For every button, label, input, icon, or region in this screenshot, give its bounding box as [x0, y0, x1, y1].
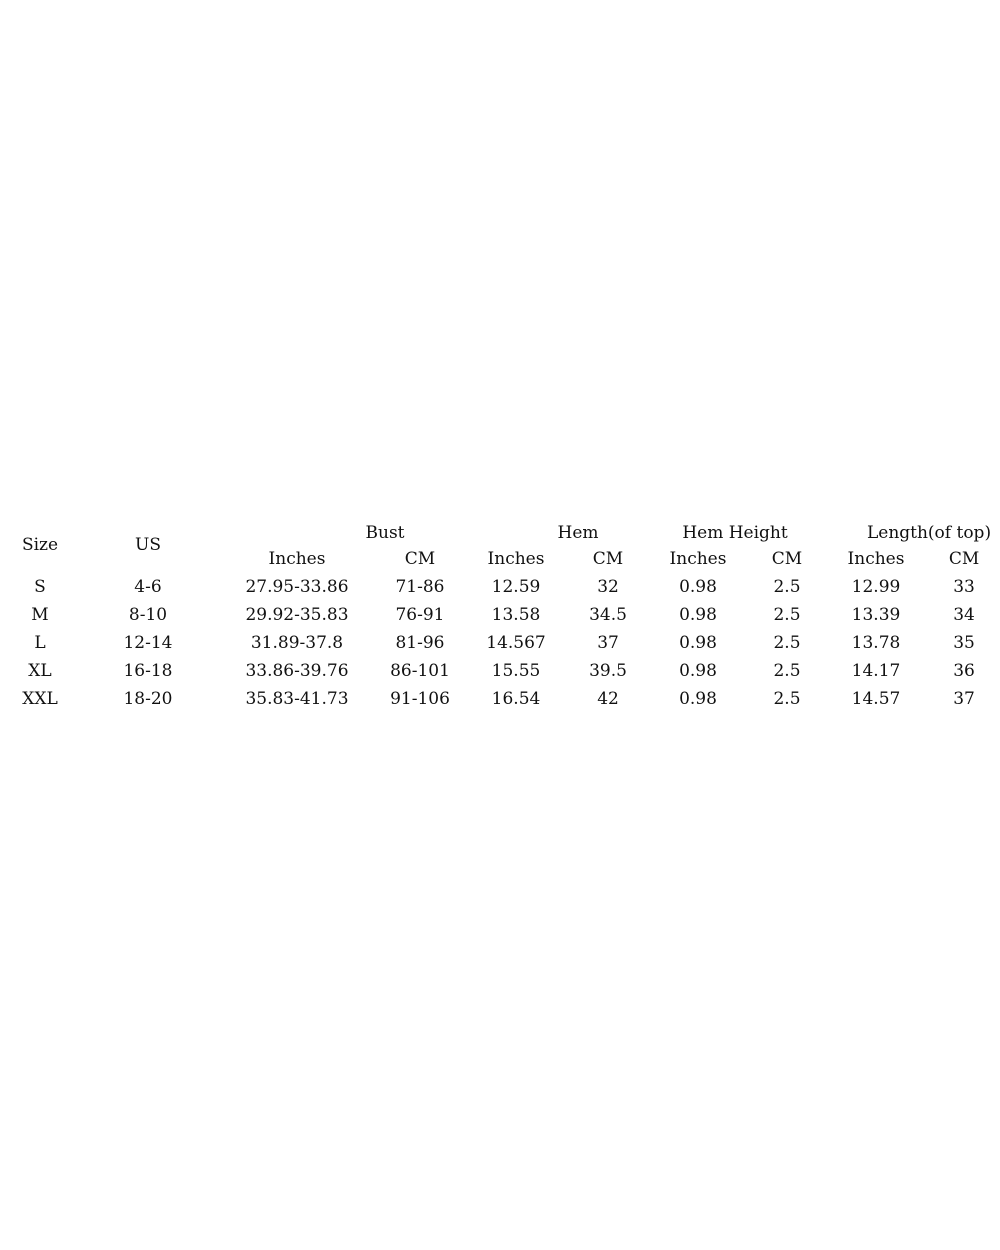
hem-cm-cell: 32: [597, 577, 619, 597]
bust-cm-cell: 91-106: [390, 689, 450, 709]
length-inches-cell: 14.57: [851, 689, 901, 709]
hem-cm-cell: 34.5: [589, 605, 627, 625]
length-inches-cell: 12.99: [851, 577, 901, 597]
length-cm-cell: 36: [953, 661, 975, 681]
size-column-header: Size: [21, 535, 59, 555]
bust-inches-cell: 33.86-39.76: [245, 661, 349, 681]
hem-inches-header: Inches: [487, 549, 545, 569]
bust-inches-cell: 31.89-37.8: [250, 633, 344, 653]
hem-cm-cell: 37: [597, 633, 619, 653]
hem-inches-cell: 13.58: [491, 605, 541, 625]
hem-inches-cell: 16.54: [491, 689, 541, 709]
hem-height-inches-cell: 0.98: [679, 577, 717, 597]
us-cell: 12-14: [123, 633, 173, 653]
length-cm-cell: 37: [953, 689, 975, 709]
length-inches-cell: 13.39: [851, 605, 901, 625]
bust-inches-cell: 27.95-33.86: [245, 577, 349, 597]
bust-group-header: Bust: [365, 523, 405, 543]
hem-inches-cell: 14.567: [486, 633, 546, 653]
hem-height-group-header: Hem Height: [682, 523, 788, 543]
hem-height-cm-header: CM: [771, 549, 803, 569]
bust-inches-header: Inches: [268, 549, 326, 569]
hem-height-inches-cell: 0.98: [679, 605, 717, 625]
bust-inches-cell: 35.83-41.73: [245, 689, 349, 709]
hem-height-cm-cell: 2.5: [773, 633, 801, 653]
us-cell: 16-18: [123, 661, 173, 681]
hem-height-cm-cell: 2.5: [773, 689, 801, 709]
hem-cm-cell: 42: [597, 689, 619, 709]
size-cell: S: [34, 577, 46, 597]
table-row: [0, 657, 1000, 685]
bust-cm-cell: 86-101: [390, 661, 450, 681]
size-cell: XL: [28, 661, 52, 681]
bust-cm-cell: 81-96: [395, 633, 445, 653]
table-row: [0, 629, 1000, 657]
size-cell: M: [31, 605, 49, 625]
hem-height-cm-cell: 2.5: [773, 605, 801, 625]
length-cm-cell: 33: [953, 577, 975, 597]
us-cell: 8-10: [128, 605, 168, 625]
hem-group-header: Hem: [557, 523, 599, 543]
us-cell: 18-20: [123, 689, 173, 709]
us-column-header: US: [135, 535, 161, 555]
hem-inches-cell: 12.59: [491, 577, 541, 597]
us-cell: 4-6: [134, 577, 162, 597]
hem-height-inches-header: Inches: [669, 549, 727, 569]
length-inches-cell: 13.78: [851, 633, 901, 653]
hem-height-cm-cell: 2.5: [773, 661, 801, 681]
size-chart-table: [0, 517, 1000, 713]
hem-cm-header: CM: [592, 549, 624, 569]
length-group-header: Length(of top): [866, 523, 992, 543]
table-row: [0, 685, 1000, 713]
table-row: [0, 573, 1000, 601]
length-cm-cell: 35: [953, 633, 975, 653]
bust-cm-header: CM: [404, 549, 436, 569]
length-cm-header: CM: [948, 549, 980, 569]
bust-inches-cell: 29.92-35.83: [245, 605, 349, 625]
bust-cm-cell: 71-86: [395, 577, 445, 597]
length-inches-header: Inches: [847, 549, 905, 569]
length-cm-cell: 34: [953, 605, 975, 625]
hem-height-inches-cell: 0.98: [679, 633, 717, 653]
table-row: [0, 601, 1000, 629]
header-row-groups: [0, 517, 1000, 545]
hem-height-cm-cell: 2.5: [773, 577, 801, 597]
bust-cm-cell: 76-91: [395, 605, 445, 625]
hem-height-inches-cell: 0.98: [679, 661, 717, 681]
length-inches-cell: 14.17: [851, 661, 901, 681]
size-cell: XXL: [22, 689, 58, 709]
hem-cm-cell: 39.5: [589, 661, 627, 681]
hem-inches-cell: 15.55: [491, 661, 541, 681]
size-cell: L: [34, 633, 46, 653]
hem-height-inches-cell: 0.98: [679, 689, 717, 709]
